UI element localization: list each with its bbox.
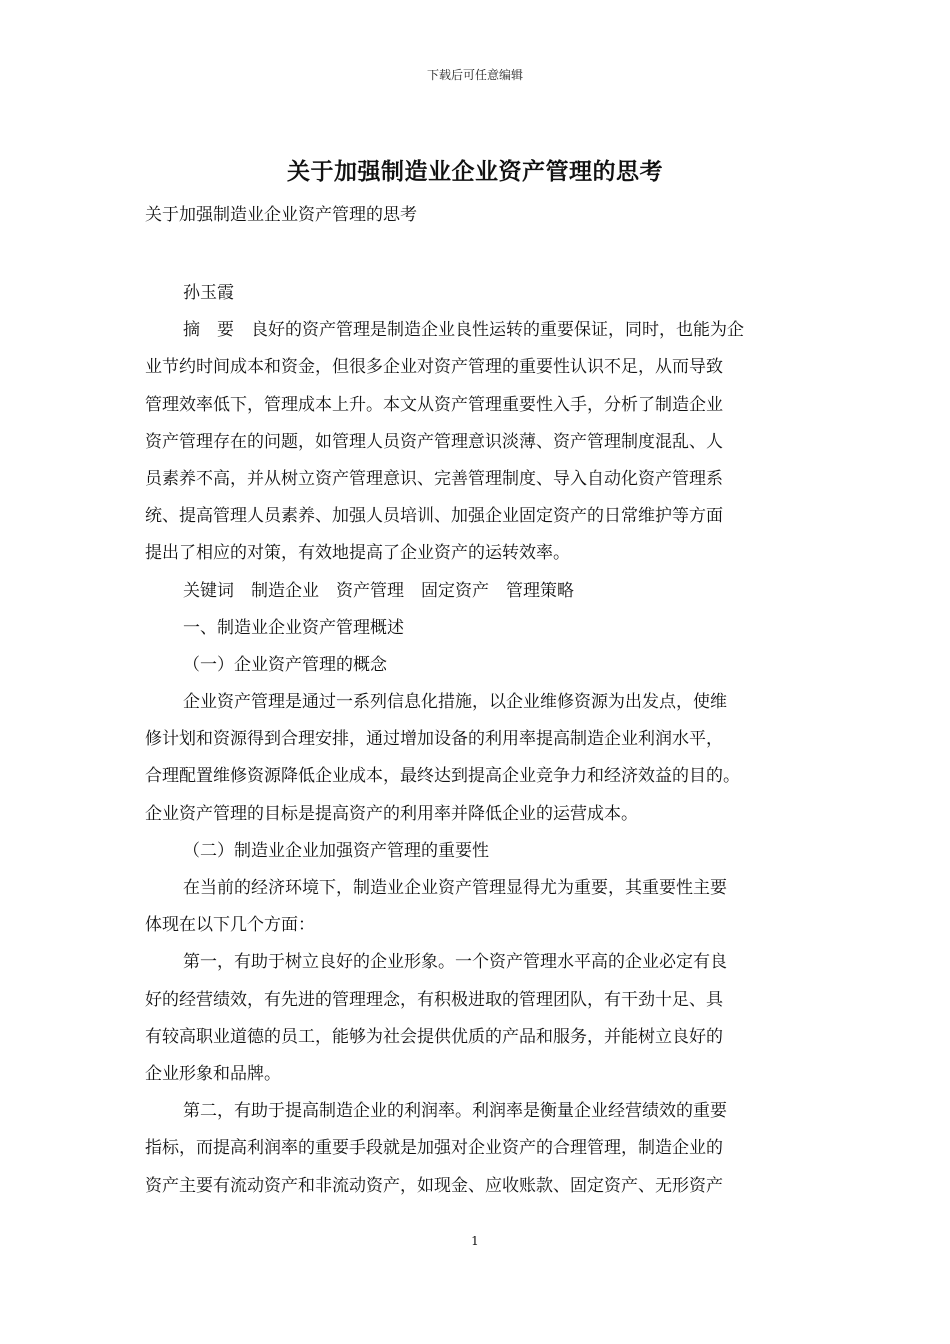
text-line: 体现在以下几个方面： — [145, 915, 315, 936]
text-line: 业节约时间成本和资金，但很多企业对资产管理的重要性认识不足，从而导致 — [145, 357, 723, 378]
text-line: 有较高职业道德的员工，能够为社会提供优质的产品和服务，并能树立良好的 — [145, 1026, 723, 1047]
page-header: 下载后可任意编辑 — [426, 68, 523, 82]
document-body — [145, 275, 810, 1205]
text-line: 员素养不高，并从树立资产管理意识、完善管理制度、导入自动化资产管理系 — [145, 468, 723, 489]
page-number: 1 — [471, 1234, 479, 1248]
text-line: 修计划和资源得到合理安排，通过增加设备的利用率提高制造企业利润水平， — [145, 729, 723, 750]
text-line: 一、制造业企业资产管理概述 — [183, 617, 404, 638]
text-line: 统、提高管理人员素养、加强人员培训、加强企业固定资产的日常维护等方面 — [145, 506, 723, 527]
text-line: 第一，有助于树立良好的企业形象。一个资产管理水平高的企业必定有良 — [183, 952, 727, 973]
text-line: 孙玉霞 — [183, 283, 234, 303]
text-line: 提出了相应的对策，有效地提高了企业资产的运转效率。 — [145, 543, 570, 564]
text-line: 企业资产管理的目标是提高资产的利用率并降低企业的运营成本。 — [145, 803, 638, 824]
text-line: 资产主要有流动资产和非流动资产，如现金、应收账款、固定资产、无形资产 — [145, 1175, 723, 1196]
document-title: 关于加强制造业企业资产管理的思考 — [287, 158, 663, 185]
text-line: 企业形象和品牌。 — [145, 1063, 281, 1084]
text-line: 第二，有助于提高制造企业的利润率。利润率是衡量企业经营绩效的重要 — [183, 1101, 727, 1122]
text-line: 在当前的经济环境下，制造业企业资产管理显得尤为重要，其重要性主要 — [183, 878, 727, 898]
text-line: （一）企业资产管理的概念 — [183, 654, 387, 675]
text-line: 合理配置维修资源降低企业成本，最终达到提高企业竞争力和经济效益的目的。 — [145, 766, 740, 787]
text-line: 资产管理存在的问题，如管理人员资产管理意识淡薄、资产管理制度混乱、人 — [145, 431, 723, 452]
text-line: 指标，而提高利润率的重要手段就是加强对企业资产的合理管理，制造企业的 — [145, 1138, 723, 1159]
text-line: 关键词 制造企业 资产管理 固定资产 管理策略 — [183, 580, 574, 601]
text-line: 摘 要 良好的资产管理是制造企业良性运转的重要保证，同时，也能为企 — [183, 320, 744, 341]
text-line: （二）制造业企业加强资产管理的重要性 — [183, 840, 489, 861]
text-line: 管理效率低下，管理成本上升。本文从资产管理重要性入手，分析了制造企业 — [145, 394, 723, 415]
text-line: 企业资产管理是通过一系列信息化措施，以企业维修资源为出发点，使维 — [183, 692, 727, 713]
text-line: 好的经营绩效，有先进的管理理念，有积极进取的管理团队，有干劲十足、具 — [145, 989, 723, 1010]
document-subtitle: 关于加强制造业企业资产管理的思考 — [145, 205, 417, 225]
